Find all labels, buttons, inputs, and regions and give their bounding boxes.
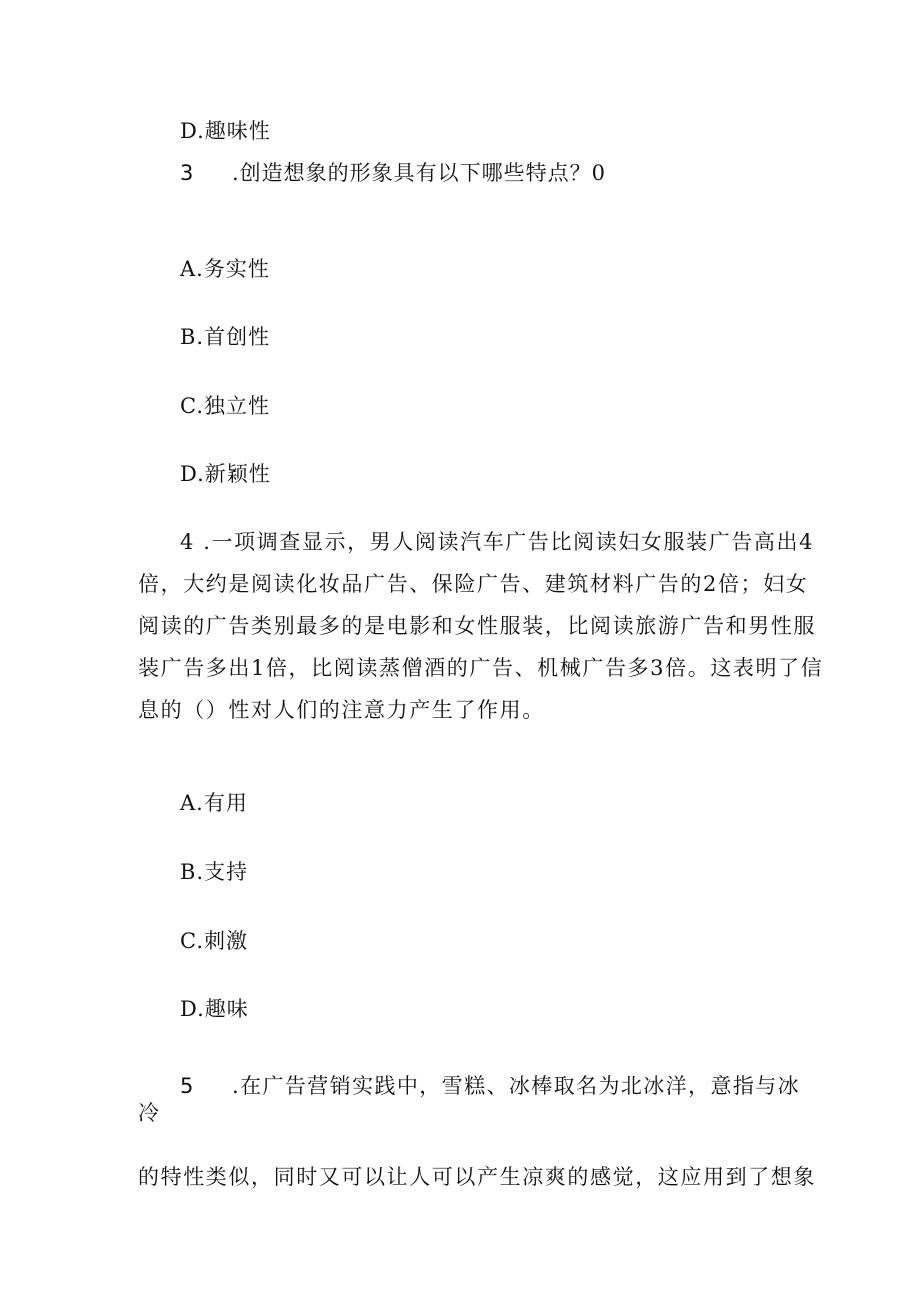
q4-option-d: D.趣味 [180, 997, 249, 1021]
q4-option-a: A.有用 [180, 791, 248, 815]
q5-question-text: .在广告营销实践中，雪糕、冰棒取名为北冰洋，意指与冰 [232, 1074, 801, 1098]
q4-line-3: 阅读的广告类别最多的是电影和女性服装，比阅读旅游广告和男性服 [138, 614, 816, 638]
q3-option-a: A.务实性 [180, 257, 270, 281]
q3-question-text: .创造想象的形象具有以下哪些特点？0 [232, 161, 607, 185]
q3-number: 3 [180, 161, 194, 185]
q4-line-4: 装广告多出1倍，比阅读蒸僧酒的广告、机械广告多3倍。这表明了信 [138, 656, 824, 680]
q2-option-d: D.趣味性 [180, 119, 271, 143]
q4-line-1: 4 .一项调查显示，男人阅读汽车广告比阅读妇女服装广告高出4 [180, 530, 815, 554]
q4-line-5: 息的（）性对人们的注意力产生了作用。 [138, 698, 545, 722]
q5-number: 5 [180, 1074, 194, 1098]
q3-option-c: C.独立性 [180, 394, 270, 418]
q5-wrap-char: 冷 [138, 1101, 160, 1125]
q4-option-b: B.支持 [180, 860, 249, 884]
q5-continuation: 的特性类似，同时又可以让人可以产生凉爽的感觉，这应用到了想象 [138, 1165, 816, 1189]
q3-option-d: D.新颖性 [180, 462, 271, 486]
q4-option-c: C.刺激 [180, 929, 248, 953]
q3-option-b: B.首创性 [180, 325, 271, 349]
q4-question-paragraph [138, 521, 824, 731]
q4-line-2: 倍，大约是阅读化妆品广告、保险广告、建筑材料广告的2倍；妇女 [138, 572, 809, 596]
